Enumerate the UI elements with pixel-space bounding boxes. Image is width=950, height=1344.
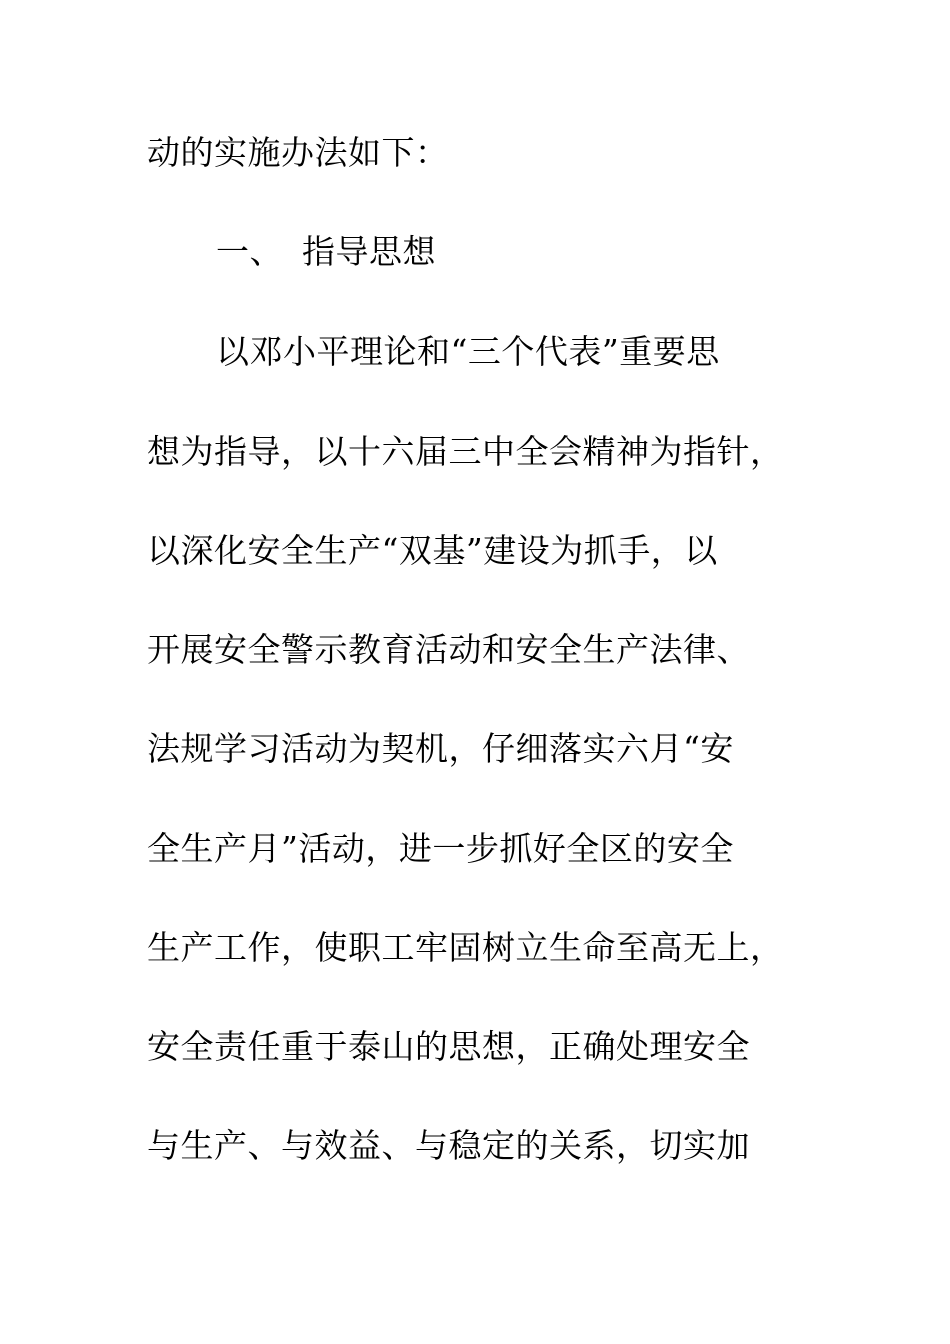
section-heading-title: 指导思想 <box>302 232 436 271</box>
text-line-7: 全生产月”活动，进一步抓好全区的安全 <box>147 829 734 868</box>
text-line-6: 法规学习活动为契机，仔细落实六月“安 <box>147 729 734 768</box>
text-line-3: 想为指导，以十六届三中全会精神为指针， <box>147 432 784 471</box>
section-heading <box>216 232 436 272</box>
text-line-5: 开展安全警示教育活动和安全生产法律、 <box>147 630 750 669</box>
text-line-8: 生产工作，使职工牢固树立生命至高无上， <box>147 928 784 967</box>
text-line-1: 动的实施办法如下： <box>147 133 449 172</box>
text-line-4: 以深化安全生产“双基”建设为抓手，以 <box>147 531 718 570</box>
text-line-10: 与生产、与效益、与稳定的关系，切实加 <box>147 1126 750 1165</box>
text-line-9: 安全责任重于泰山的思想，正确处理安全 <box>147 1027 750 1066</box>
text-line-2: 以邓小平理论和“三个代表”重要思 <box>216 332 720 371</box>
section-heading-number: 一、 <box>216 232 283 271</box>
